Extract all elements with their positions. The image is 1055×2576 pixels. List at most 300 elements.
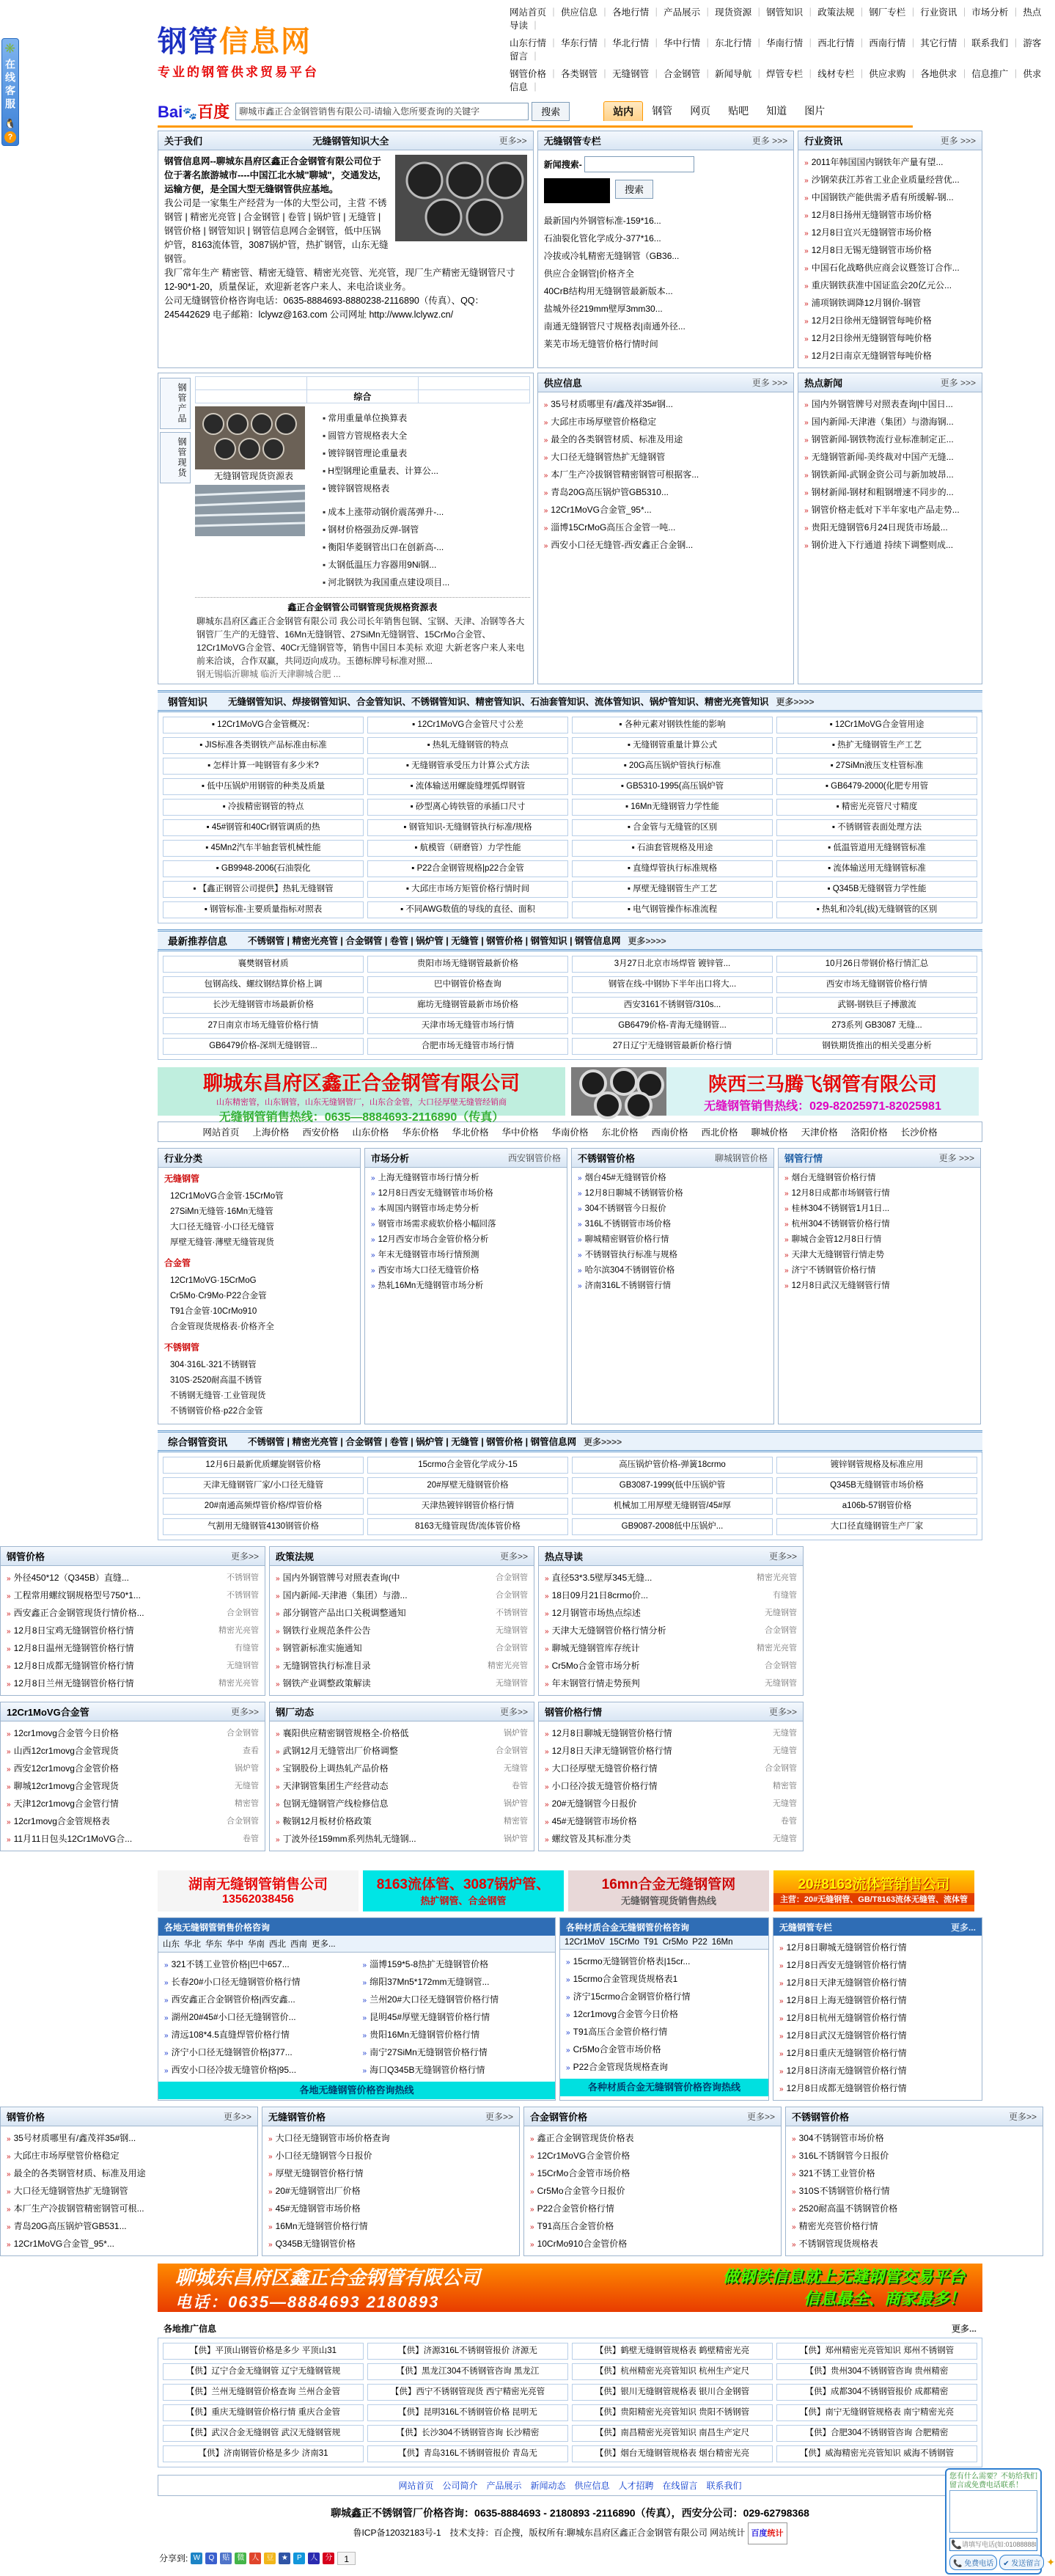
knowledge-cell[interactable]: ▪ 无缝钢管承受压力计算公式方法 [367, 758, 568, 775]
tab-about[interactable]: 关于我们 [164, 136, 203, 147]
list-item[interactable]: » 宝钢股份上调热轧产品价格 无缝管 [276, 1760, 528, 1777]
list-item[interactable]: 石油裂化管化学成分-377*16... [543, 233, 661, 244]
promo-cell[interactable]: 【供】鹤壁无缝钢管规格表 鹤壁精密光亮 [572, 2343, 773, 2360]
list-item[interactable]: 27SiMn无缝管·16Mn无缝管 [170, 1207, 273, 1216]
category-tag[interactable]: 合金钢管 [765, 1764, 797, 1773]
list-item[interactable]: T91合金管·10CrMo910 [170, 1307, 257, 1316]
knowledge-cell[interactable]: ▪ 45#钢管和40Cr钢管调质的热 [163, 819, 364, 836]
list-item[interactable]: » 西安鑫正合金钢管现货行情价格... 合金钢管 [7, 1604, 259, 1622]
category-tag[interactable]: 合金钢管 [227, 1817, 259, 1826]
category-tag[interactable]: 合金钢管 [496, 1591, 528, 1600]
list-item[interactable]: » 钢管价格走低对下半年家电产品走势... [804, 505, 960, 515]
list-item[interactable]: » 本厂生产冷拔钢管精密钢管可根据客... [543, 469, 699, 480]
knowledge-cell[interactable]: ▪ 直缝焊管执行标准规格 [572, 860, 773, 877]
list-item[interactable]: ▪ 钢材价格强劲反弹-钢管 [323, 524, 419, 535]
list-item[interactable]: » 12cr1movg合金管今日价格 [566, 2009, 678, 2019]
knowledge-cell[interactable]: ▪ 电气钢管操作标准流程 [572, 901, 773, 918]
category-tag[interactable]: 精密光亮管 [757, 1573, 797, 1582]
list-item[interactable]: » 12Cr1MoVG合金管价格 [530, 2151, 631, 2161]
top-nav-link[interactable]: 联系我们 [971, 38, 1009, 48]
list-item[interactable]: » 不锈钢管执行标准与规格 [578, 1251, 678, 1259]
promo-cell[interactable]: 【供】昆明316L不锈钢管价格 昆明无 [367, 2404, 568, 2421]
list-item[interactable]: » 西安鑫正合金钢管价格|西安鑫... [164, 1994, 295, 2005]
region-link[interactable]: 聊城价格 [751, 1127, 788, 1138]
category-tag[interactable]: 无缝管 [773, 1729, 797, 1738]
stock-resource-title[interactable]: 鑫正合金钢管公司钢管现货规格资源表 [195, 597, 530, 613]
list-item[interactable]: » 热轧16Mn无缝钢管市场分析 [371, 1281, 484, 1290]
list-item[interactable]: » 山西12cr1movg合金管现货 查看 [7, 1742, 259, 1760]
zonghe-cell[interactable]: 15crmo合金管化学成分-15 [367, 1457, 568, 1474]
list-item[interactable]: » 精密光亮管价格行情 [792, 2221, 878, 2231]
material-tab[interactable]: 16Mn [711, 1938, 733, 1947]
list-item[interactable]: » P22合金管现货规格查询 [566, 2062, 668, 2072]
search-tab[interactable]: 钢管 [652, 105, 673, 117]
list-item[interactable]: » 西安小口径无缝管-西安鑫正合金钢... [543, 540, 694, 550]
policy-more[interactable]: 更多>> [499, 1551, 528, 1562]
promo-cell[interactable]: 【供】黑龙江304不锈钢管咨询 黑龙江 [367, 2363, 568, 2380]
knowledge-cell[interactable]: ▪ 12Cr1MoVG合金管尺寸公差 [367, 717, 568, 733]
list-item[interactable]: » 直径53*3.5壁厚345无缝... 精密光亮管 [545, 1569, 797, 1587]
industry-news-more[interactable]: 更多 >>> [940, 136, 976, 146]
knowledge-cell[interactable]: ▪ 不同AWG数值的导线的直径、面积 [367, 901, 568, 918]
price-market-more[interactable]: 更多>> [768, 1707, 797, 1717]
promo-cell[interactable]: 【供】济源316L不锈钢管报价 济源无 [367, 2343, 568, 2360]
promo-cell[interactable]: 【供】南昌精密光亮管知识 南昌生产定尺 [572, 2425, 773, 2442]
footer-nav-link[interactable]: 新闻动态 [530, 2481, 566, 2491]
list-item[interactable]: » 12月8日济南无缝钢管价格行情 [779, 2065, 907, 2076]
knowledge-band-links[interactable]: 无缝钢管知识、焊接钢管知识、合金管知识、不锈钢管知识、精密管知识、石油套管知识、流体管知识、锅炉管知识、精密光亮管知识 [228, 697, 769, 707]
list-item[interactable]: » 16Mn无缝钢管价格行情 [268, 2221, 368, 2231]
recommend-cell[interactable]: 长沙无缝钢管市场最新价格 [163, 997, 364, 1014]
seamless-news-more[interactable]: 更多... [950, 1922, 976, 1933]
list-item[interactable]: » 天津大无缝钢管行情走势 [784, 1251, 885, 1259]
list-item[interactable]: » 大口径无缝钢管市场价格查询 [268, 2133, 390, 2143]
promo-cell[interactable]: 【供】青岛316L不锈钢管报价 青岛无 [367, 2445, 568, 2462]
list-item[interactable]: » 天津12cr1movg合金管行情 精密管 [7, 1795, 259, 1812]
promo-cell[interactable]: 【供】杭州精密光亮管知识 杭州生产定尺 [572, 2363, 773, 2380]
ad-20-8163[interactable]: 20#8163流体管销售公司 主营：20#无缝钢管、GB/T8163流体无缝管、流体管 [773, 1870, 974, 1911]
list-item[interactable]: ▪ 太钢低温压力容器用9Ni钢... [323, 560, 437, 570]
list-item[interactable]: » 长春20#小口径无缝钢管价格行情 [164, 1977, 301, 1987]
list-item[interactable]: » 45#无缝钢管市场价格 卷管 [545, 1812, 797, 1830]
tab-zonghe[interactable]: 综合 [306, 390, 418, 403]
list-item[interactable]: » 中国钢铁产能供需矛盾有所缓解-钢... [804, 192, 954, 202]
promo-cell[interactable]: 【供】贵州304不锈钢管咨询 贵州精密 [776, 2363, 977, 2380]
recommend-band-more[interactable]: 更多>>>> [628, 935, 666, 946]
list-item[interactable]: » P22合金管价格行情 [530, 2203, 614, 2214]
list-item[interactable]: » 12月8日西安无缝钢管价格行情 [779, 1960, 907, 1970]
ad-16mn[interactable]: 16mn合金无缝钢管网 无缝钢管现货销售热线 [568, 1870, 769, 1911]
xinzheng-banner[interactable] [158, 1067, 565, 1124]
list-item[interactable]: » 钢管新闻-钢铁物流行业标准制定正... [804, 434, 954, 444]
list-item[interactable]: » T91高压合金管价格 [530, 2221, 614, 2231]
list-item[interactable]: » 321不锈工业管价格 [792, 2168, 875, 2178]
category-tag[interactable]: 卷管 [781, 1817, 797, 1826]
knowledge-cell[interactable]: ▪ 怎样计算一吨钢管有多少米? [163, 758, 364, 775]
recommend-cell[interactable]: 钢管在线-中钢协下半年出口将大... [572, 976, 773, 993]
knowledge-cell[interactable]: ▪ 大邱庄市场方矩管价格行情时间 [367, 881, 568, 898]
bottom-company-banner[interactable] [158, 2264, 982, 2312]
zonghe-cell[interactable]: GB3087-1999(低中压锅炉管 [572, 1477, 773, 1494]
knowledge-cell[interactable]: ▪ 低中压锅炉用钢管的种类及质量 [163, 778, 364, 795]
top-nav-link[interactable]: 华东行情 [561, 38, 598, 48]
knowledge-cell[interactable]: ▪ GB6479-2000(化肥专用管 [776, 778, 977, 795]
alloy-more[interactable]: 更多>> [230, 1707, 259, 1717]
recommend-cell[interactable]: 西安3161不锈钢管/310s... [572, 997, 773, 1014]
knowledge-cell[interactable]: ▪ 16Mn无缝钢管力学性能 [572, 799, 773, 816]
list-item[interactable]: » 15crmo无缝钢管价格表|15cr... [566, 1956, 691, 1966]
recommend-cell[interactable]: 27日辽宁无缝钢管最新价格行情 [572, 1038, 773, 1055]
list-item[interactable]: » 淄博159*5-8热扩无缝钢管价格 [362, 1959, 489, 1969]
qq-icon[interactable]: 🐧 [4, 118, 17, 129]
search-tab[interactable]: 网页 [690, 105, 711, 117]
share-icon-wechat[interactable]: 微 [235, 2553, 246, 2564]
list-item[interactable]: » 钢铁产业调整政策解读 无缝钢管 [276, 1675, 528, 1692]
promo-cell[interactable]: 【供】银川无缝钢管规格表 银川合金钢管 [572, 2384, 773, 2401]
region-link[interactable]: 西北价格 [701, 1127, 738, 1138]
top-nav-link[interactable]: 合金钢管 [663, 69, 701, 79]
list-item[interactable]: » 12月8日兰州无缝钢管价格行情 精密光亮管 [7, 1675, 259, 1692]
top-nav-link[interactable]: 游客留言 [510, 38, 1042, 62]
list-item[interactable]: » 12月8日成都无缝钢管价格行情 无缝钢管 [7, 1657, 259, 1675]
knowledge-cell[interactable]: ▪ 45Mn2汽车半轴套管机械性能 [163, 840, 364, 857]
send-message-button[interactable]: ✔ 发送留言 [999, 2555, 1044, 2570]
knowledge-cell[interactable]: ▪ 钢管标准-主要质量指标对照表 [163, 901, 364, 918]
hot-news-more[interactable]: 更多 >>> [940, 378, 976, 388]
top-nav-link[interactable]: 供应求购 [869, 69, 906, 79]
knowledge-cell[interactable]: ▪ 流体输送用螺旋缝埋弧焊钢管 [367, 778, 568, 795]
list-item[interactable]: 304·316L·321不锈钢管 [170, 1361, 257, 1369]
knowledge-cell[interactable]: ▪ 【鑫正钢管公司提供】热轧无缝钢管 [163, 881, 364, 898]
knowledge-cell[interactable]: ▪ 各种元素对钢铁性能的影响 [572, 717, 773, 733]
list-item[interactable]: » 重庆钢铁获准中国证监会20亿元公... [804, 280, 952, 290]
top-nav-link[interactable]: 各地供求 [920, 69, 957, 79]
category-tag[interactable]: 有缝管 [235, 1644, 259, 1653]
list-item[interactable]: » 桂林304不锈钢管1月1日... [784, 1204, 890, 1213]
top-nav-link[interactable]: 供应信息 [561, 7, 598, 18]
promo-cell[interactable]: 【供】南宁无缝钢管规格表 南宁精密光亮 [776, 2404, 977, 2421]
baidu-tongji-badge[interactable]: 百度统计 [748, 2522, 787, 2544]
promo-cell[interactable]: 【供】西宁不锈钢管现货 西宁精密光亮管 [367, 2384, 568, 2401]
list-item[interactable]: » 12月8日西安无缝钢管市场价格 [371, 1189, 493, 1198]
share-icon-more[interactable]: 分 [323, 2553, 334, 2564]
list-item[interactable]: » 天津大无缝钢管价格行情分析 合金钢管 [545, 1622, 797, 1639]
hot-reading-more[interactable]: 更多>> [768, 1551, 797, 1562]
list-item[interactable]: ▪ 衡阳华菱钢管出口在创新高-... [323, 542, 444, 552]
recommend-cell[interactable]: GB6479价格-青海无缝钢管... [572, 1017, 773, 1034]
stock-image-caption[interactable]: 无缝钢管现货资源表 [213, 471, 293, 481]
region-link[interactable]: 华北价格 [452, 1127, 489, 1138]
tab-knowledge[interactable]: 无缝钢管知识大全 [312, 136, 389, 147]
list-item[interactable]: » 厚壁无缝钢管价格行情 [268, 2168, 364, 2178]
share-icon-penyou[interactable]: P [293, 2553, 305, 2564]
list-item[interactable]: 莱芜市场无缝管价格行情时间 [543, 339, 658, 349]
list-item[interactable]: » 12月2日南京无缝钢管每吨价格 [804, 351, 932, 361]
list-item[interactable]: » 大口径厚壁无缝管价格行情 合金钢管 [545, 1760, 797, 1777]
category-group-alloy[interactable]: 合金管 [164, 1258, 191, 1268]
list-item[interactable]: » 外径450*12（Q345B）直缝... 不锈钢管 [7, 1569, 259, 1587]
share-icon-weibo[interactable]: W [191, 2553, 202, 2564]
material-tab[interactable]: 12Cr1MoV [565, 1938, 606, 1947]
share-icon-renren[interactable]: 人 [249, 2553, 261, 2564]
knowledge-cell[interactable]: ▪ 27SiMn液压支柱管标准 [776, 758, 977, 775]
list-item[interactable]: » 鑫正合金钢管现货价格表 [530, 2133, 634, 2143]
promo-cell[interactable]: 【供】郑州精密光亮管知识 郑州不锈钢管 [776, 2343, 977, 2360]
knowledge-cell[interactable]: ▪ GB5310-1995(高压锅炉管 [572, 778, 773, 795]
promo-more[interactable]: 更多... [951, 2324, 977, 2334]
region-link[interactable]: 长沙价格 [900, 1127, 938, 1138]
list-item[interactable]: » 钢管新标准实施通知 合金钢管 [276, 1639, 528, 1657]
footer-nav-link[interactable]: 联系我们 [706, 2481, 742, 2491]
zonghe-cell[interactable]: 12月6日最新优质螺旋钢管价格 [163, 1457, 364, 1474]
pipe-price-more[interactable]: 更多>> [230, 1551, 259, 1562]
list-item[interactable]: » 12月8日天津无缝钢管价格行情 无缝管 [545, 1742, 797, 1760]
category-tag[interactable]: 有缝管 [773, 1591, 797, 1600]
top-nav-link[interactable]: 华南行情 [766, 38, 804, 48]
province-tab[interactable]: 西南 [290, 1940, 307, 1949]
footer-nav-link[interactable]: 人才招聘 [618, 2481, 654, 2491]
share-icon-kaixin[interactable]: 人 [308, 2553, 320, 2564]
list-item[interactable]: » 年末无缝钢管市场行情预测 [371, 1251, 479, 1259]
list-item[interactable]: » 316L不锈钢管今日报价 [792, 2151, 889, 2161]
category-tag[interactable]: 合金钢管 [496, 1573, 528, 1582]
knowledge-cell[interactable]: ▪ 砂型离心铸铁管的承插口尺寸 [367, 799, 568, 816]
list-item[interactable]: » 聊城12cr1movg合金管现货 无缝管 [7, 1777, 259, 1795]
list-item[interactable]: Cr5Mo·Cr9Mo·P22合金管 [170, 1292, 267, 1300]
recommend-cell[interactable]: GB6479价格-深圳无缝钢管... [163, 1038, 364, 1055]
list-item[interactable]: » 兰州20#大口径无缝钢管价格行情 [362, 1994, 499, 2005]
category-tag[interactable]: 精密光亮管 [218, 1679, 259, 1688]
list-item[interactable]: » 昆明45#厚壁无缝钢管价格行情 [362, 2012, 490, 2022]
region-link[interactable]: 上海价格 [252, 1127, 290, 1138]
category-tag[interactable]: 无缝管 [235, 1782, 259, 1790]
list-item[interactable]: » 12月2日徐州无缝钢管每吨价格 [804, 315, 932, 326]
list-item[interactable]: ▪ 成本上涨带动钢价震荡弹升-... [323, 507, 444, 517]
list-item[interactable]: » 济宁小口径无缝钢管价格|377... [164, 2047, 293, 2057]
list-item[interactable]: ▪ 镀锌钢管理论重量表 [323, 448, 408, 458]
supply-info-more[interactable]: 更多 >>> [751, 378, 788, 388]
list-item[interactable]: » 浦项钢铁调降12月钢价-钢管 [804, 298, 922, 308]
list-item[interactable]: » 大邱庄市场厚壁管价格稳定 [7, 2151, 120, 2161]
knowledge-cell[interactable]: ▪ 钢管知识-无缝钢管执行标准/规格 [367, 819, 568, 836]
knowledge-cell[interactable]: ▪ 无缝钢管重量计算公式 [572, 737, 773, 754]
zonghe-cell[interactable]: GB9087-2008低中压锅炉... [572, 1518, 773, 1535]
zonghe-cell[interactable]: 镀锌钢管规格及标准应用 [776, 1457, 977, 1474]
list-item[interactable]: » Cr5Mo合金管市场分析 合金钢管 [545, 1657, 797, 1675]
province-tab[interactable]: 西北 [269, 1940, 286, 1949]
footer-nav-link[interactable]: 网站首页 [398, 2481, 434, 2491]
list-item[interactable]: » 12月8日聊城无缝钢管价格行情 无缝管 [545, 1724, 797, 1742]
promo-cell[interactable]: 【供】威海精密光亮管知识 威海不锈钢管 [776, 2445, 977, 2462]
top-nav-link[interactable]: 焊管专栏 [766, 69, 804, 79]
category-tag[interactable]: 合金钢管 [496, 1746, 528, 1755]
list-item[interactable]: » 无缝钢管执行标准目录 精密光亮管 [276, 1657, 528, 1675]
list-item[interactable]: » 绵阳37Mn5*172mm无缝钢管... [362, 1977, 490, 1987]
list-item[interactable]: » 钢铁新闻-武钢金资公司与新加坡昂... [804, 469, 954, 480]
region-link[interactable]: 山东价格 [352, 1127, 389, 1138]
category-tag[interactable]: 无缝钢管 [496, 1626, 528, 1635]
list-item[interactable]: » 12月8日上海无缝钢管价格行情 [779, 1995, 907, 2005]
zonghe-cell[interactable]: 天津无缝钢管厂家/小口径无缝管 [163, 1477, 364, 1494]
list-item[interactable]: » 304不锈钢管市场价格 [792, 2133, 884, 2143]
knowledge-cell[interactable]: ▪ 热轧和冷轧(拔)无缝钢管的区别 [776, 901, 977, 918]
list-item[interactable]: » 大口径无缝钢管热扩无缝钢管 [543, 452, 666, 462]
category-tag[interactable]: 精密光亮管 [488, 1661, 528, 1670]
footer-nav-link[interactable]: 公司简介 [442, 2481, 478, 2491]
share-icon-tieba[interactable]: 贴 [220, 2553, 232, 2564]
list-item[interactable]: » 本厂生产冷拔钢管精密钢管可根... [7, 2203, 144, 2214]
list-item[interactable]: » 12月8日杭州无缝钢管价格行情 [779, 2013, 907, 2023]
recommend-cell[interactable]: 天津市场无缝管市场行情 [367, 1017, 568, 1034]
category-tag[interactable]: 无缝钢管 [765, 1609, 797, 1617]
list-item[interactable]: » 天津钢管集团生产经营动态 卷管 [276, 1777, 528, 1795]
more-link[interactable]: 更多>> [1008, 2112, 1037, 2122]
list-item[interactable]: » Cr5Mo合金管市场价格 [566, 2044, 661, 2054]
list-item[interactable]: » 西安市场大口径无缝管价格 [371, 1266, 479, 1275]
zonghe-band-more[interactable]: 更多>>>> [584, 1436, 622, 1447]
list-item[interactable]: » 本周国内钢管市场走势分析 [371, 1204, 479, 1213]
region-link[interactable]: 东北价格 [601, 1127, 639, 1138]
knowledge-cell[interactable]: ▪ 厚壁无缝钢管生产工艺 [572, 881, 773, 898]
list-item[interactable]: » 鞍钢12月板材价格政策 精密管 [276, 1812, 528, 1830]
list-item[interactable]: » 12月8日宜兴无缝钢管市场价格 [804, 227, 932, 238]
list-item[interactable]: » 螺纹管及其标准分类 无缝管 [545, 1830, 797, 1848]
list-item[interactable]: » 12月8日重庆无缝钢管价格行情 [779, 2048, 907, 2058]
list-item[interactable]: » Q345B无缝钢管价格 [268, 2239, 356, 2249]
list-item[interactable]: » 小口径冷拔无缝管价格行情 精密管 [545, 1777, 797, 1795]
list-item[interactable]: » 10CrMo910合金管价格 [530, 2239, 628, 2249]
knowledge-cell[interactable]: ▪ 合金管与无缝管的区别 [572, 819, 773, 836]
footer-nav-link[interactable]: 产品展示 [486, 2481, 522, 2491]
list-item[interactable]: » 西安小口径冷拔无缝管价格|95... [164, 2065, 297, 2075]
recommend-cell[interactable]: 273系列 GB3087 无缝... [776, 1017, 977, 1034]
list-item[interactable]: 南通无缝钢管尺寸规格表|南通外径... [543, 321, 685, 332]
zonghe-cell[interactable]: 天津热镀锌钢管价格行情 [367, 1498, 568, 1515]
list-item[interactable]: » 济南316L不锈钢管行情 [578, 1281, 672, 1290]
list-item[interactable]: ▪ 圆管方管规格表大全 [323, 431, 408, 441]
list-item[interactable]: » 沙钢荣获江苏省工业企业质量经营优... [804, 175, 960, 185]
recommend-cell[interactable]: 3月27日北京市场焊管 镀锌管... [572, 956, 773, 973]
list-item[interactable]: » 310S不锈钢管价格行情 [792, 2186, 890, 2196]
category-tag[interactable]: 不锈钢管 [496, 1609, 528, 1617]
message-textarea[interactable] [949, 2490, 1037, 2533]
list-item[interactable]: » 南宁27SiMn无缝钢管价格行情 [362, 2047, 488, 2057]
knowledge-cell[interactable]: ▪ 20G高压锅炉管执行标准 [572, 758, 773, 775]
material-tab[interactable]: P22 [692, 1938, 707, 1947]
knowledge-cell[interactable]: ▪ 12Cr1MoVG合金管用途 [776, 717, 977, 733]
factory-news-more[interactable]: 更多>> [499, 1707, 528, 1717]
top-nav-link[interactable]: 现货资源 [715, 7, 752, 18]
list-item[interactable]: » 海口Q345B无缝钢管价格行情 [362, 2065, 485, 2075]
promo-cell[interactable]: 【供】兰州无缝钢管价格查询 兰州合金管 [163, 2384, 364, 2401]
category-tag[interactable]: 无缝钢管 [765, 1679, 797, 1688]
category-tag[interactable]: 合金钢管 [227, 1609, 259, 1617]
category-tag[interactable]: 精密管 [235, 1799, 259, 1808]
top-nav-link[interactable]: 产品展示 [663, 7, 701, 18]
list-item[interactable]: ▪ 常用重量单位换算表 [323, 413, 408, 423]
category-tag[interactable]: 无缝管 [773, 1746, 797, 1755]
list-item[interactable]: » 316L不锈钢管市场价格 [578, 1220, 672, 1229]
search-tab[interactable]: 图片 [804, 105, 826, 117]
recommend-band-links[interactable]: 不锈钢管 | 精密光亮管 | 合金钢管 | 卷管 | 锅炉管 | 无缝管 | 钢管价格 | 钢管知识 | 钢管信息网 [248, 936, 621, 946]
zonghe-cell[interactable]: 20#南通高频焊管价格/焊管价格 [163, 1498, 364, 1515]
knowledge-cell[interactable]: ▪ 低温管道用无缝钢管标准 [776, 840, 977, 857]
category-tag[interactable]: 无缝钢管 [496, 1679, 528, 1688]
list-item[interactable]: » 国内外钢管牌号对照表查询(中 合金钢管 [276, 1569, 528, 1587]
list-item[interactable]: » 12cr1movg合金管规格表 合金钢管 [7, 1812, 259, 1830]
list-item[interactable]: » 工程常用螺纹钢规格型号750*1... 不锈钢管 [7, 1587, 259, 1604]
list-item[interactable]: » T91高压合金管价格行情 [566, 2027, 668, 2037]
region-link[interactable]: 华中价格 [501, 1127, 539, 1138]
list-item[interactable]: » 杭州304不锈钢管价格行情 [784, 1220, 890, 1229]
promo-cell[interactable]: 【供】成都304不锈钢管报价 成都精密 [776, 2384, 977, 2401]
list-item[interactable]: 盐城外径219mm壁厚3mm30... [543, 304, 663, 314]
category-tag[interactable]: 无缝管 [504, 1764, 528, 1773]
search-tab[interactable]: 贴吧 [728, 105, 749, 117]
list-item[interactable]: » 青岛20G高压锅炉管GB5310... [543, 487, 669, 497]
list-item[interactable]: » 大邱庄市场厚壁管价格稳定 [543, 417, 657, 427]
news-search-button[interactable]: 搜索 [615, 180, 653, 199]
list-item[interactable]: » 2011年韩国国内钢铁年产量有望... [804, 157, 944, 167]
about-more-link[interactable]: 更多>> [499, 136, 527, 146]
category-tag[interactable]: 锅炉管 [504, 1729, 528, 1738]
category-tag[interactable]: 查看 [243, 1746, 259, 1755]
recommend-cell[interactable]: 巴中钢管价格查询 [367, 976, 568, 993]
category-tag[interactable]: 锅炉管 [235, 1764, 259, 1773]
seamless-column-more[interactable]: 更多 >>> [751, 136, 788, 146]
category-tag[interactable]: 无缝管 [773, 1834, 797, 1843]
list-item[interactable]: 大口径无缝管·小口径无缝管 [170, 1223, 274, 1232]
category-group-seamless[interactable]: 无缝钢管 [164, 1174, 200, 1184]
search-button[interactable]: 搜索 [532, 102, 570, 121]
search-tab-active[interactable]: 站内 [603, 101, 643, 121]
knowledge-cell[interactable]: ▪ Q345B无缝钢管力学性能 [776, 881, 977, 898]
top-nav-link[interactable]: 钢管价格 [510, 69, 547, 79]
more-link[interactable]: 更多>> [746, 2112, 775, 2122]
top-nav-link[interactable]: 市场分析 [971, 7, 1009, 18]
top-nav-link[interactable]: 无缝钢管 [612, 69, 650, 79]
zonghe-cell[interactable]: 大口径直缝钢管生产厂家 [776, 1518, 977, 1535]
list-item[interactable]: » 20#无缝钢管出厂价格 [268, 2186, 361, 2196]
list-item[interactable]: » 15crmo合金管现货规格表1 [566, 1974, 678, 1984]
recommend-cell[interactable]: 西安市场无缝钢管价格行情 [776, 976, 977, 993]
province-tab[interactable]: 华中 [227, 1940, 243, 1949]
category-tag[interactable]: 卷管 [512, 1782, 528, 1790]
promo-cell[interactable]: 【供】合肥304不锈钢管咨询 合肥精密 [776, 2425, 977, 2442]
province-tab[interactable]: 华北 [184, 1940, 201, 1949]
list-item[interactable]: » 西安12cr1movg合金管价格 锅炉管 [7, 1760, 259, 1777]
list-item[interactable]: » 湖州20#45#小口径无缝钢管价... [164, 2012, 296, 2022]
knowledge-cell[interactable]: ▪ GB9948-2006(石油裂化 [163, 860, 364, 877]
list-item[interactable]: » 年末钢管行情走势预判 无缝钢管 [545, 1675, 797, 1692]
sanma-banner[interactable] [571, 1067, 979, 1116]
province-tab[interactable]: 华东 [205, 1940, 222, 1949]
list-item[interactable]: » 武钢12月无缝管出厂价格调整 合金钢管 [276, 1742, 528, 1760]
top-nav-link[interactable]: 新闻导航 [715, 69, 752, 79]
list-item[interactable]: 12Cr1MoVG合金管·15CrMo管 [170, 1192, 284, 1201]
list-item[interactable]: » 部分钢管产品出口关税调整通知 不锈钢管 [276, 1604, 528, 1622]
region-link[interactable]: 华东价格 [402, 1127, 439, 1138]
help-icon[interactable]: ? [4, 131, 16, 143]
list-item[interactable]: » 12月8日武汉无缝钢管价格行情 [779, 2030, 907, 2041]
list-item[interactable]: » 济宁15crmo合金钢管价格行情 [566, 1991, 691, 2002]
category-tag[interactable]: 不锈钢管 [227, 1591, 259, 1600]
list-item[interactable]: » 12月8日无锡无缝钢管市场价格 [804, 245, 932, 255]
recommend-cell[interactable]: 武钢-钢铁巨子搏激流 [776, 997, 977, 1014]
phone-input[interactable] [962, 2541, 1036, 2548]
ad-8163[interactable]: 8163流体管、3087锅炉管、 热扩钢管、合金钢管 [363, 1870, 564, 1911]
list-item[interactable]: » 12月西安市场合金管价格分析 [371, 1235, 489, 1244]
